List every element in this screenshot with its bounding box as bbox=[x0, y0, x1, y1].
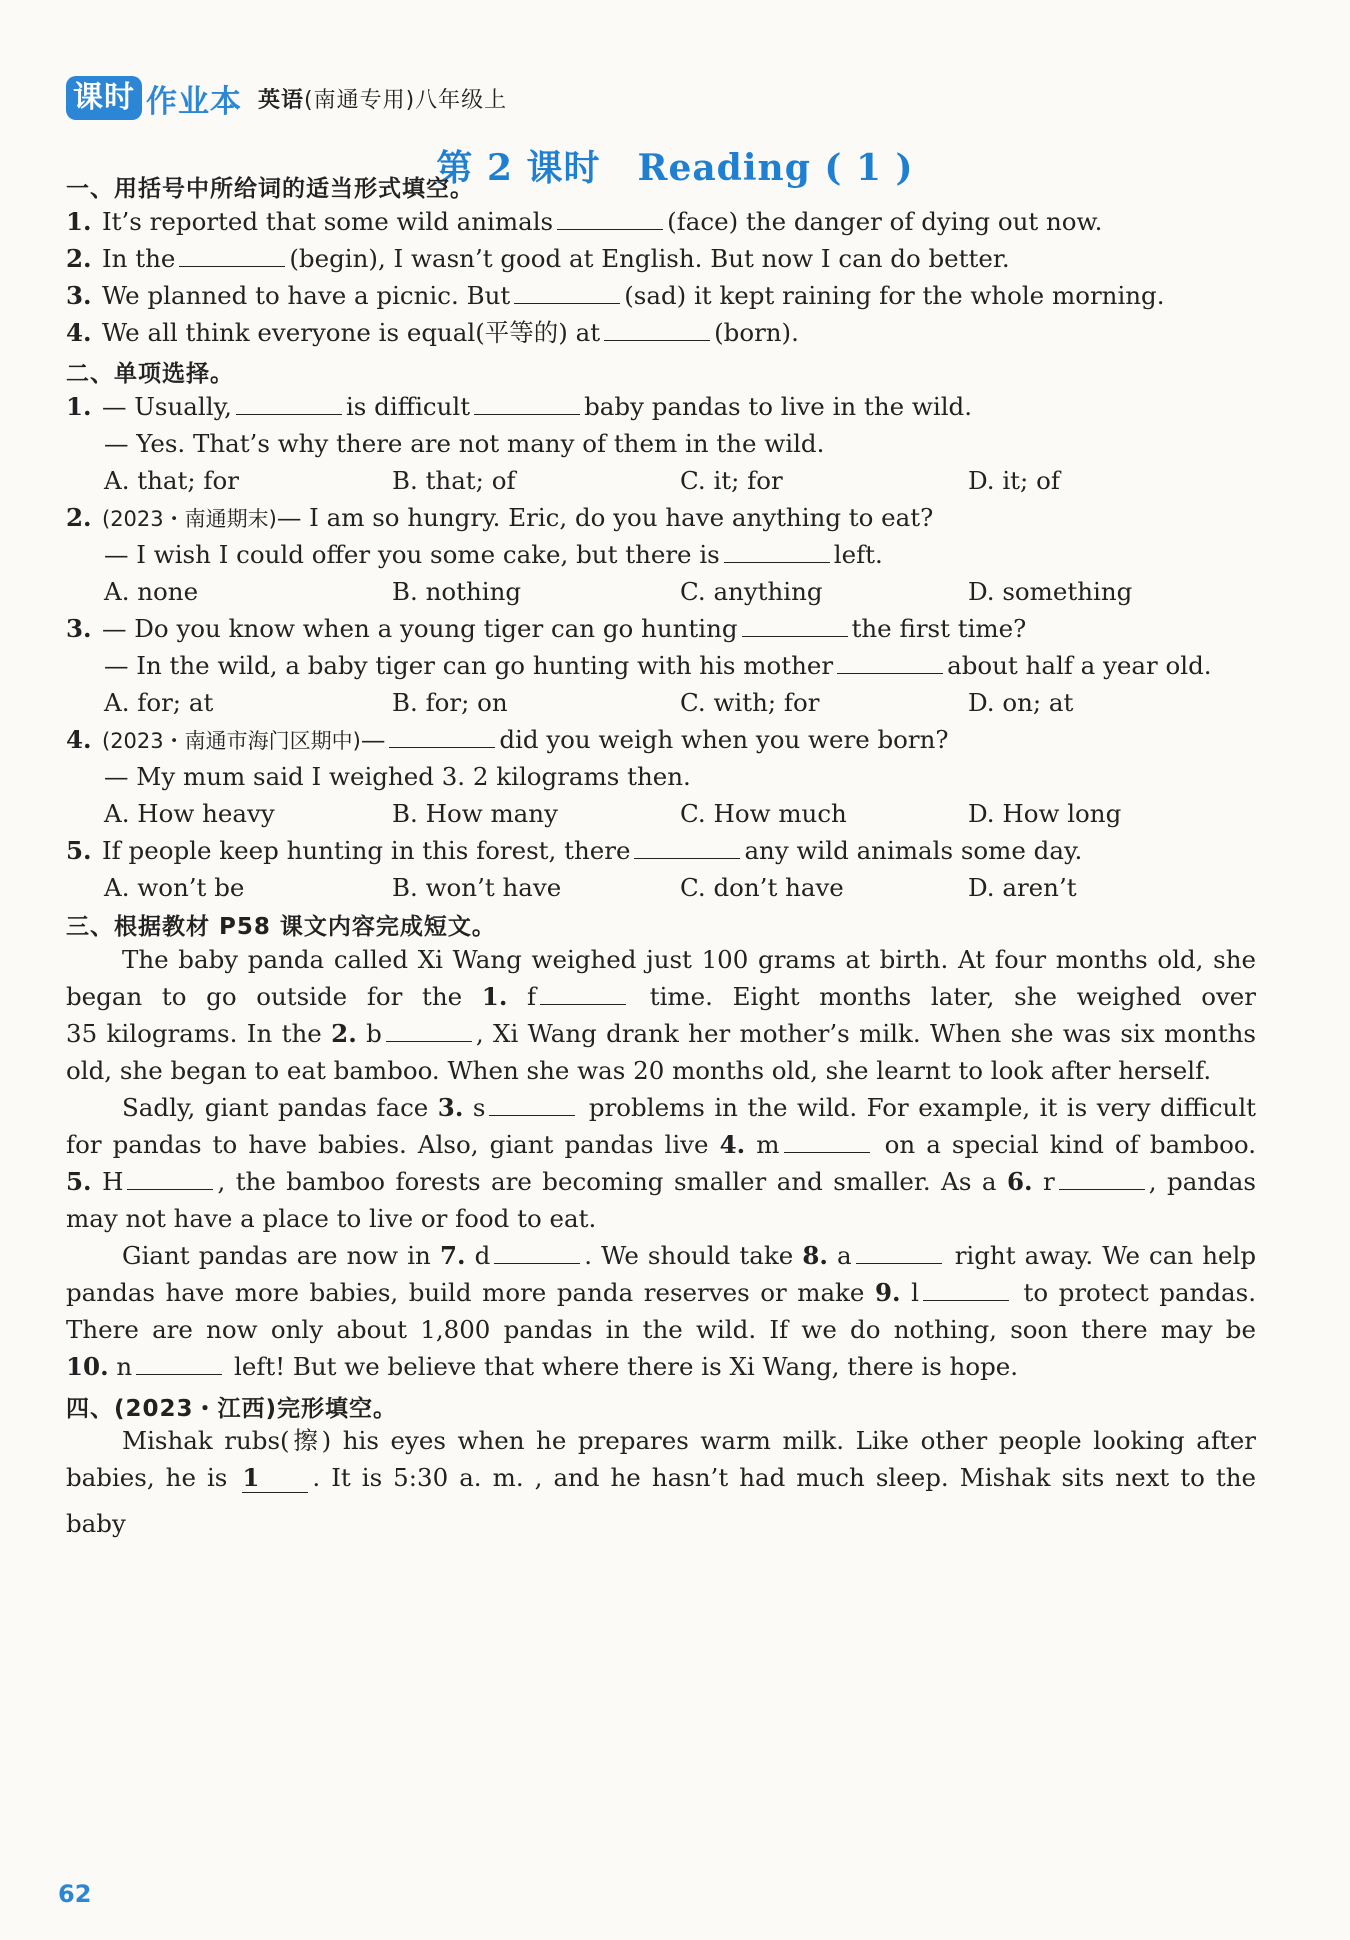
s2-q5-option-d[interactable]: D. aren’t bbox=[968, 873, 1077, 902]
answer-blank[interactable] bbox=[540, 982, 626, 1005]
answer-blank[interactable] bbox=[514, 281, 620, 304]
s2-q4-option-d[interactable]: D. How long bbox=[968, 799, 1122, 828]
answer-blank[interactable] bbox=[742, 614, 848, 637]
answer-blank[interactable] bbox=[474, 392, 580, 415]
s2-q4-option-b[interactable]: B. How many bbox=[392, 799, 558, 828]
s2-q1: 1. — Usually, is difficult baby pandas to live in the wild. bbox=[66, 392, 973, 421]
s2-q2-option-d[interactable]: D. something bbox=[968, 577, 1133, 606]
s4-line-1: Mishak rubs(擦) his eyes when he prepares warm milk. Like other people looking after bbox=[122, 1426, 1256, 1455]
answer-blank[interactable] bbox=[604, 318, 710, 341]
s2-q4-option-c[interactable]: C. How much bbox=[680, 799, 847, 828]
s2-q3-reply: — In the wild, a baby tiger can go hunting with his mother about half a year old. bbox=[104, 651, 1212, 680]
s1-item-3: 3. We planned to have a picnic. But (sad) it kept raining for the whole morning. bbox=[66, 281, 1165, 310]
s2-q2-reply: — I wish I could offer you some cake, but there is left. bbox=[104, 540, 883, 569]
s2-q4-reply: — My mum said I weighed 3. 2 kilograms then. bbox=[104, 762, 691, 791]
s3-p2-line-1: Sadly, giant pandas face 3. s problems in the wild. For example, it is very difficult bbox=[122, 1093, 1257, 1122]
s2-q3: 3. — Do you know when a young tiger can go hunting the first time? bbox=[66, 614, 1027, 643]
s2-q3-option-c[interactable]: C. with; for bbox=[680, 688, 820, 717]
s3-p2-line-2: for pandas to have babies. Also, giant pandas live 4. m on a special kind of bamboo. bbox=[66, 1130, 1256, 1159]
series-label: 英语(南通专用)八年级上 bbox=[258, 87, 508, 113]
answer-blank[interactable] bbox=[923, 1278, 1009, 1301]
s1-item-2: 2. In the (begin), I wasn’t good at English. But now I can do better. bbox=[66, 244, 1010, 273]
s1-item-1: 1. It’s reported that some wild animals (face) the danger of dying out now. bbox=[66, 207, 1103, 236]
s2-q3-option-b[interactable]: B. for; on bbox=[392, 688, 508, 717]
cloze-blank-1[interactable]: 1 bbox=[242, 1464, 308, 1493]
s2-q3-option-a[interactable]: A. for; at bbox=[104, 688, 214, 717]
s2-q2-option-b[interactable]: B. nothing bbox=[392, 577, 522, 606]
s2-q5-option-c[interactable]: C. don’t have bbox=[680, 873, 844, 902]
s2-q4: 4. (2023・南通市海门区期中)— did you weigh when you were born? bbox=[66, 725, 949, 754]
section-2-heading: 二、单项选择。 bbox=[66, 361, 234, 387]
answer-blank[interactable] bbox=[386, 1019, 472, 1042]
section-1-heading: 一、用括号中所给词的适当形式填空。 bbox=[66, 176, 474, 202]
header bbox=[66, 76, 507, 120]
s3-p2-line-4: may not have a place to live or food to eat. bbox=[66, 1204, 597, 1233]
answer-blank[interactable] bbox=[634, 836, 740, 859]
s3-p1-line-2: began to go outside for the 1. f time. Eight months later, she weighed over bbox=[66, 982, 1256, 1011]
brand-subtitle: 作业本 bbox=[146, 83, 242, 120]
s2-q1-reply: — Yes. That’s why there are not many of them in the wild. bbox=[104, 429, 825, 458]
answer-blank[interactable] bbox=[494, 1241, 580, 1264]
s2-q2: 2. (2023・南通期末)— I am so hungry. Eric, do you have anything to eat? bbox=[66, 503, 934, 532]
s3-p1-line-1: The baby panda called Xi Wang weighed just 100 grams at birth. At four months old, she bbox=[122, 945, 1256, 974]
s3-p1-line-4: old, she began to eat bamboo. When she was 20 months old, she learnt to look after herself. bbox=[66, 1056, 1212, 1085]
section-3-heading: 三、根据教材 P58 课文内容完成短文。 bbox=[66, 914, 496, 940]
page-number: 62 bbox=[58, 1880, 92, 1908]
s2-q2-option-a[interactable]: A. none bbox=[104, 577, 199, 606]
answer-blank[interactable] bbox=[136, 1352, 222, 1375]
s2-q1-option-c[interactable]: C. it; for bbox=[680, 466, 783, 495]
answer-blank[interactable] bbox=[127, 1167, 213, 1190]
s2-q3-option-d[interactable]: D. on; at bbox=[968, 688, 1074, 717]
answer-blank[interactable] bbox=[724, 540, 830, 563]
s3-p3-line-4: 10. n left! But we believe that where there is Xi Wang, there is hope. bbox=[66, 1352, 1019, 1381]
answer-blank[interactable] bbox=[784, 1130, 870, 1153]
s1-item-4: 4. We all think everyone is equal(平等的) at (born). bbox=[66, 318, 799, 347]
s2-q4-option-a[interactable]: A. How heavy bbox=[104, 799, 275, 828]
section-4-heading: 四、(2023・江西)完形填空。 bbox=[66, 1396, 398, 1422]
s4-line-2: babies, he is 1 . It is 5:30 a. m. , and he hasn’t had much sleep. Mishak sits next to the baby bbox=[66, 1463, 1256, 1538]
s3-p3-line-3: There are now only about 1,800 pandas in the wild. If we do nothing, soon there may be bbox=[66, 1315, 1256, 1344]
s2-q5: 5. If people keep hunting in this forest, there any wild animals some day. bbox=[66, 836, 1083, 865]
s3-p3-line-2: pandas have more babies, build more panda reserves or make 9. l to protect pandas. bbox=[66, 1278, 1256, 1307]
s3-p1-line-3: 35 kilograms. In the 2. b , Xi Wang drank her mother’s milk. When she was six months bbox=[66, 1019, 1256, 1048]
answer-blank[interactable] bbox=[837, 651, 943, 674]
answer-blank[interactable] bbox=[557, 207, 663, 230]
s2-q1-option-b[interactable]: B. that; of bbox=[392, 466, 516, 495]
answer-blank[interactable] bbox=[179, 244, 285, 267]
s2-q5-option-b[interactable]: B. won’t have bbox=[392, 873, 562, 902]
answer-blank[interactable] bbox=[489, 1093, 575, 1116]
answer-blank[interactable] bbox=[856, 1241, 942, 1264]
s2-q1-option-a[interactable]: A. that; for bbox=[104, 466, 239, 495]
brand-logo: 课时 bbox=[66, 76, 142, 120]
s2-q1-option-d[interactable]: D. it; of bbox=[968, 466, 1060, 495]
answer-blank[interactable] bbox=[389, 725, 495, 748]
answer-blank[interactable] bbox=[1059, 1167, 1145, 1190]
lesson-title: 第 2 课时 Reading ( 1 ) bbox=[436, 147, 914, 189]
s3-p3-line-1: Giant pandas are now in 7. d . We should take 8. a right away. We can help bbox=[122, 1241, 1257, 1270]
s3-p2-line-3: 5. H , the bamboo forests are becoming smaller and smaller. As a 6. r , pandas bbox=[66, 1167, 1256, 1196]
s2-q2-option-c[interactable]: C. anything bbox=[680, 577, 823, 606]
answer-blank[interactable] bbox=[236, 392, 342, 415]
s2-q5-option-a[interactable]: A. won’t be bbox=[104, 873, 245, 902]
